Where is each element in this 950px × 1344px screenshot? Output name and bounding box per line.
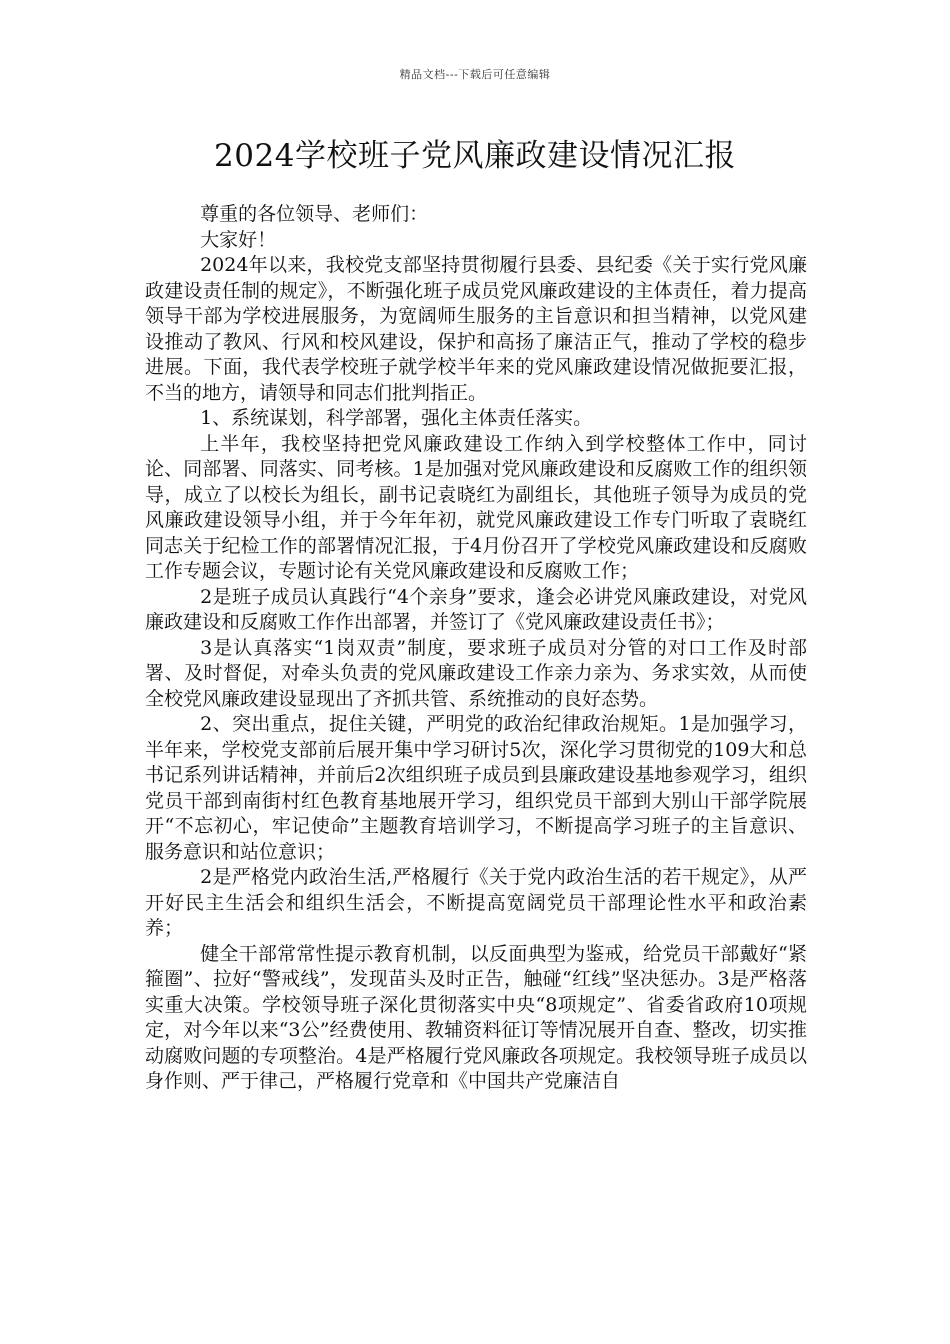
salutation: 尊重的各位领导、老师们： xyxy=(200,203,429,225)
body-paragraph: 2是严格党内政治生活,严格履行《关于党内政治生活的若干规定》，从严开好民主生活会和组织生活会，不断提高宽阔党员干部理论性水平和政治素养； xyxy=(145,866,807,939)
body-paragraph: 上半年，我校坚持把党风廉政建设工作纳入到学校整体工作中，同讨论、同部署、同落实、同考核。1是加强对党风廉政建设和反腐败工作的组织领导，成立了以校长为组长，副书记袁晓红为副组长，其他班子领导为成员的党风廉政建设领导小组，并于今年年初，就党风廉政建设工作专门听取了袁晓红同志关于纪检工作的部署情况汇报，于4月份召开了学校党风廉政建设和反腐败工作专题会议，专题讨论有关党风廉政建设和反腐败工作； xyxy=(145,432,807,582)
greeting: 大家好！ xyxy=(200,228,277,251)
body-paragraph: 2是班子成员认真践行“4个亲身”要求，逢会必讲党风廉政建设，对党风廉政建设和反腐败工作作出部署，并签订了《党风廉政建设责任书》； xyxy=(145,585,807,633)
document-title: 2024学校班子党风廉政建设情况汇报 xyxy=(214,138,736,174)
header-note: 精品文档---下载后可任意编辑 xyxy=(399,68,551,81)
document-body xyxy=(145,202,807,1095)
body-paragraph: 健全干部常常性提示教育机制，以反面典型为鉴戒，给党员干部戴好“紧箍圈”、拉好“警戒线”，发现苗头及时正告，触碰“红线”坚决惩办。3是严格落实重大决策。学校领导班子深化贯彻落实中央“8项规定”、省委省政府10项规定，对今年以来“3公”经费使用、教辅资料征订等情况展开自查、整改，切实推动腐败问题的专项整治。4是严格履行党风廉政各项规定。我校领导班子成员以身作则、严于律己，严格履行党章和《中国共产党廉洁自 xyxy=(145,942,807,1092)
body-paragraph: 2、突出重点，捉住关键，严明党的政治纪律政治规矩。1是加强学习，半年来，学校党支部前后展开集中学习研讨5次，深化学习贯彻党的109大和总书记系列讲话精神，并前后2次组织班子成员到县廉政建设基地参观学习，组织党员干部到南街村红色教育基地展开学习，组织党员干部到大别山干部学院展开“不忘初心，牢记使命”主题教育培训学习，不断提高学习班子的主旨意识、服务意识和站位意识； xyxy=(145,713,807,863)
section-heading: 1、系统谋划，科学部署，强化主体责任落实。 xyxy=(200,407,593,429)
body-paragraph: 3是认真落实“1岗双责”制度，要求班子成员对分管的对口工作及时部署、及时督促，对牵头负责的党风廉政建设工作亲力亲为、务求实效，从而使全校党风廉政建设显现出了齐抓共管、系统推动的良好态势。 xyxy=(145,636,807,710)
body-paragraph: 2024年以来，我校党支部坚持贯彻履行县委、县纪委《关于实行党风廉政建设责任制的规定》，不断强化班子成员党风廉政建设的主体责任，着力提高领导干部为学校进展服务，为宽阔师生服务的主旨意识和担当精神，以党风建设推动了教风、行风和校风建设，保护和高扬了廉洁正气，推动了学校的稳步进展。下面，我代表学校班子就学校半年来的党风廉政建设情况做扼要汇报，不当的地方，请领导和同志们批判指正。 xyxy=(145,254,807,404)
